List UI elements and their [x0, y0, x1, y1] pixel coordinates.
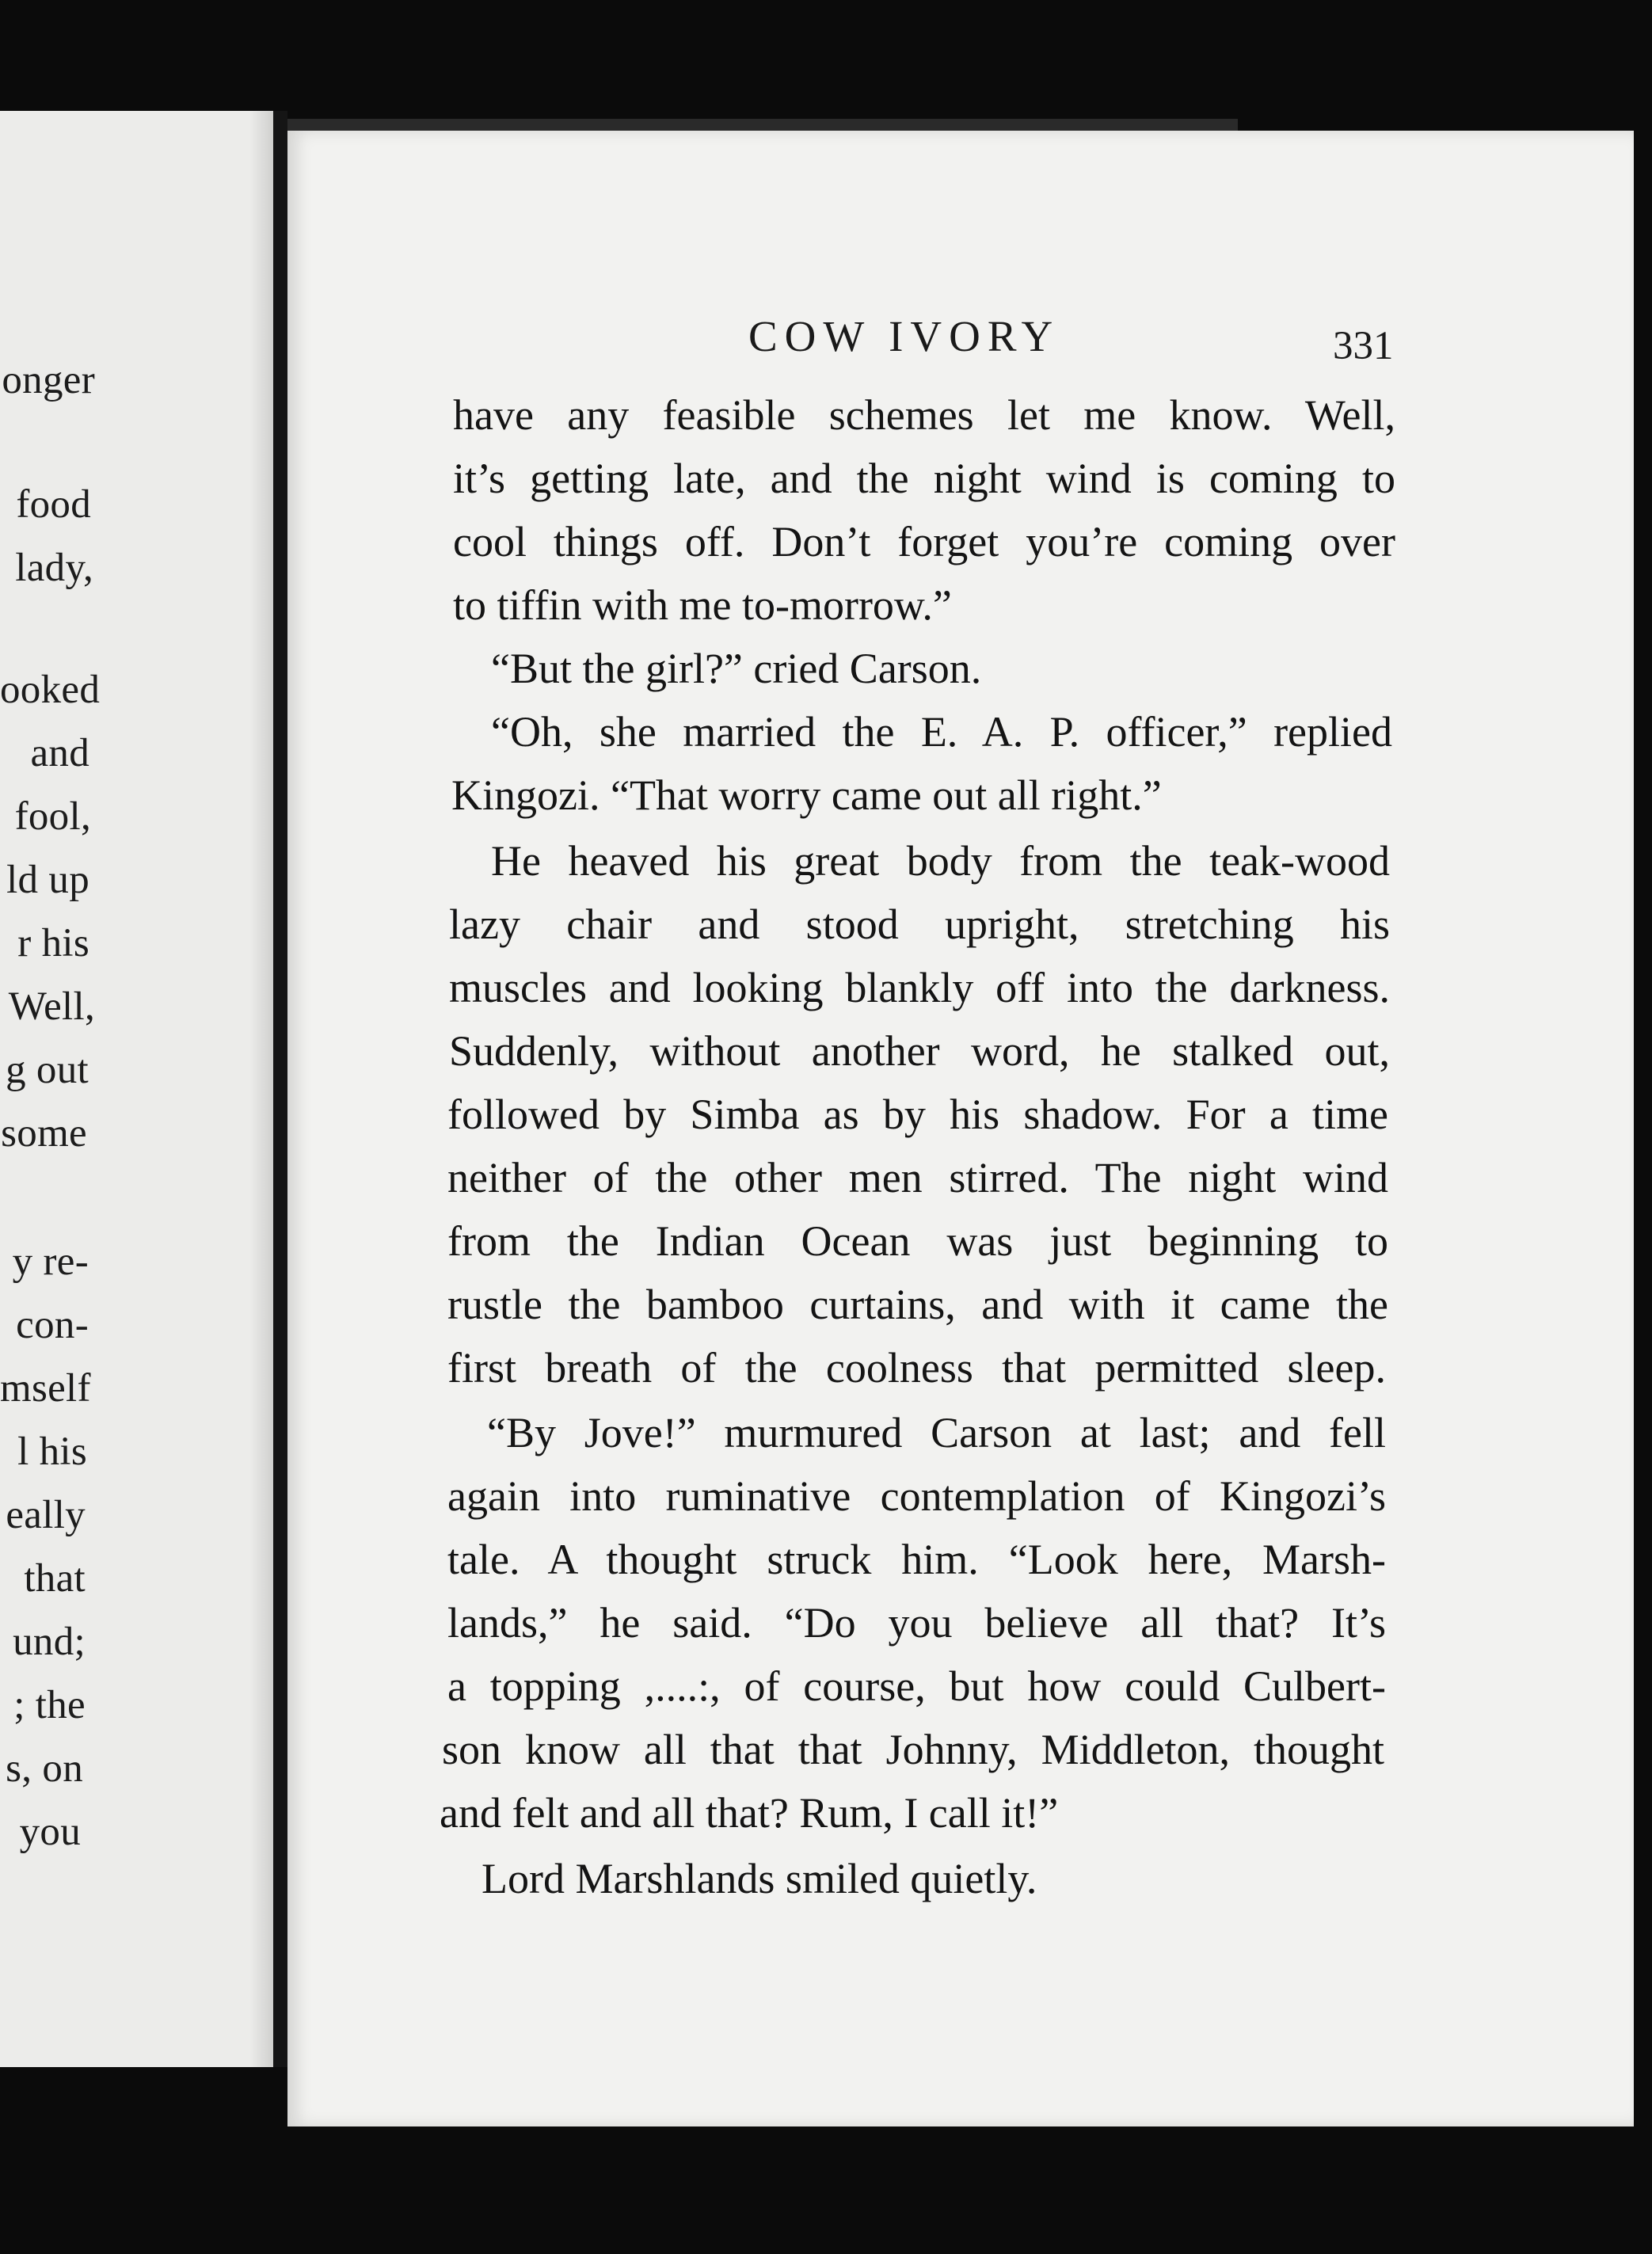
previous-page-line: some: [1, 1111, 87, 1156]
previous-page-line: s, on: [6, 1746, 83, 1791]
page-number: 331: [1333, 324, 1394, 368]
body-text-line: followed by Simba as by his shadow. For a time: [447, 1091, 1388, 1138]
body-text-line: “Oh, she married the E. A. P. officer,” replied: [491, 708, 1392, 756]
body-text-line: muscles and looking blankly off into the darkness.: [449, 964, 1390, 1011]
body-text-line: from the Indian Ocean was just beginning to: [447, 1217, 1388, 1265]
previous-page-line: and: [30, 731, 89, 775]
previous-page-line: lady,: [15, 546, 93, 590]
previous-page-line: g out: [6, 1048, 89, 1092]
previous-page-line: r his: [17, 921, 89, 965]
body-text-line: Lord Marshlands smiled quietly.: [482, 1855, 1037, 1902]
gutter-shadow: [249, 111, 273, 2067]
previous-page-line: food: [16, 482, 91, 527]
body-text-line: rustle the bamboo curtains, and with it came the: [447, 1281, 1388, 1328]
previous-page-line: ; the: [13, 1683, 86, 1727]
running-head: COW IVORY: [748, 312, 1060, 360]
body-text-line: tale. A thought struck him. “Look here, Marsh-: [447, 1536, 1386, 1583]
body-text-line: Suddenly, without another word, he stalked out,: [449, 1027, 1390, 1075]
body-text-line: lands,” he said. “Do you believe all that? It’s: [447, 1599, 1386, 1647]
previous-page-line: you: [19, 1810, 81, 1854]
body-text-line: first breath of the coolness that permitted sleep.: [447, 1344, 1386, 1392]
body-text-line: cool things off. Don’t forget you’re coming over: [453, 518, 1395, 565]
previous-page-line: onger: [2, 358, 95, 402]
previous-page-line: ld up: [6, 858, 89, 902]
body-text-line: again into ruminative contemplation of Kingozi’s: [447, 1472, 1386, 1520]
body-text-line: neither of the other men stirred. The night wind: [447, 1154, 1388, 1201]
body-text-line: a topping ,....:, of course, but how could Culbert-: [447, 1662, 1386, 1710]
previous-page-line: mself: [0, 1366, 91, 1411]
body-text-line: son know all that that Johnny, Middleton, thought: [442, 1726, 1384, 1773]
previous-page-line: Well,: [8, 984, 95, 1029]
body-text-line: lazy chair and stood upright, stretching his: [449, 900, 1390, 948]
book-spine: [273, 111, 287, 2067]
previous-page-line: y re-: [12, 1239, 89, 1284]
previous-page-line: eally: [6, 1493, 86, 1537]
body-text-line: and felt and all that? Rum, I call it!”: [440, 1789, 1059, 1837]
previous-page-line: ooked: [0, 668, 101, 712]
body-text-line: have any feasible schemes let me know. Well,: [453, 391, 1395, 439]
previous-page-line: l his: [17, 1430, 87, 1474]
body-text-line: Kingozi. “That worry came out all right.”: [451, 771, 1162, 819]
previous-page-line: con-: [16, 1303, 89, 1347]
body-text-line: it’s getting late, and the night wind is coming to: [453, 455, 1395, 502]
body-text-line: He heaved his great body from the teak-wood: [491, 837, 1390, 885]
previous-page-line: und;: [13, 1620, 86, 1664]
body-text-line: “But the girl?” cried Carson.: [491, 645, 982, 692]
body-text-line: “By Jove!” murmured Carson at last; and fell: [487, 1409, 1386, 1456]
previous-page-line: that: [24, 1556, 86, 1601]
body-text-line: to tiffin with me to-morrow.”: [453, 581, 952, 629]
previous-page-line: fool,: [14, 794, 91, 839]
